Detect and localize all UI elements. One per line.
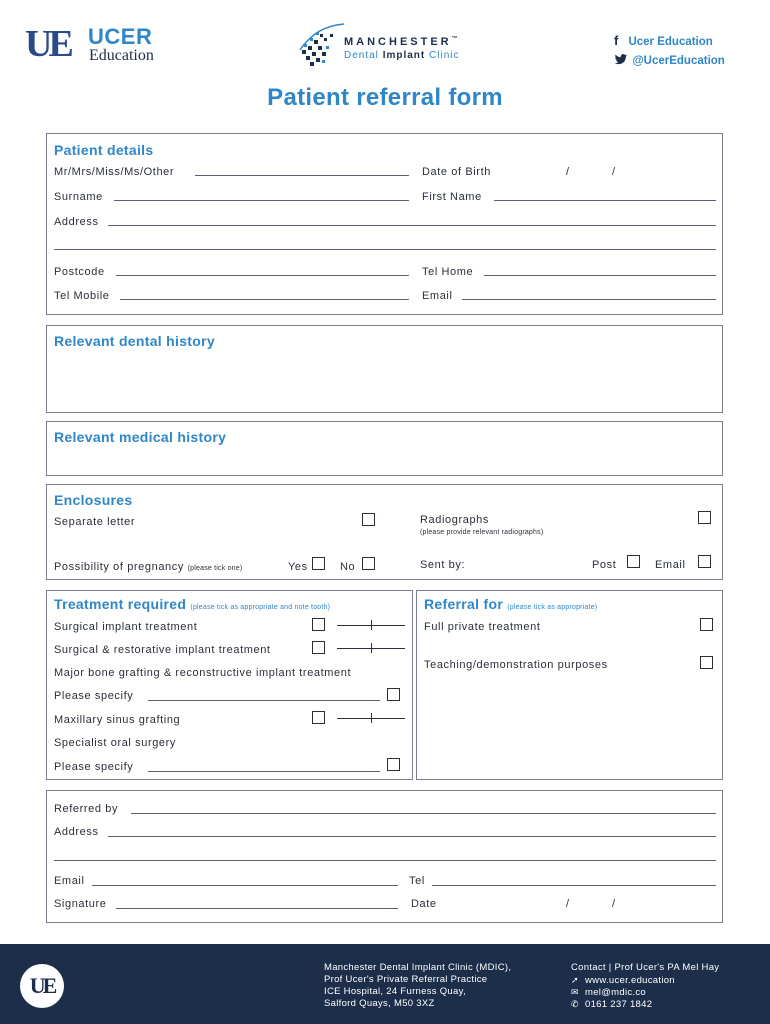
- footer-contact-heading: Contact | Prof Ucer's PA Mel Hay: [571, 962, 720, 973]
- pregnancy-no-label: No: [340, 561, 356, 573]
- ucer-logo: [25, 24, 175, 68]
- phone-icon: ✆: [571, 999, 579, 1009]
- footer-logo: [20, 964, 64, 1008]
- facebook-handle: Ucer Education: [628, 36, 713, 48]
- twitter-link[interactable]: [614, 51, 725, 69]
- footer-address-line: ICE Hospital, 24 Furness Quay,: [324, 986, 466, 997]
- bone-grafting-specify-field[interactable]: [148, 700, 380, 701]
- postcode-field[interactable]: [116, 275, 409, 276]
- dental-history-heading: Relevant dental history: [54, 333, 215, 349]
- footer-address-line: Manchester Dental Implant Clinic (MDIC),: [324, 962, 512, 973]
- sent-by-label: Sent by:: [420, 559, 466, 571]
- mdic-logo-implant: Implant: [382, 50, 426, 61]
- surgical-restorative-checkbox[interactable]: [312, 641, 325, 654]
- tooth-divider: [371, 620, 372, 630]
- full-private-checkbox[interactable]: [700, 618, 713, 631]
- mdic-logo-dental: Dental: [344, 50, 379, 61]
- referral-date-label: Date: [411, 898, 437, 910]
- referral-for-section: [416, 590, 723, 780]
- ucer-logo-sub: Education: [89, 47, 154, 64]
- referral-date-separator: /: [566, 898, 570, 910]
- referral-for-heading-text: Referral for: [424, 596, 504, 612]
- treatment-item-surgical-restorative: Surgical & restorative implant treatment: [54, 644, 271, 656]
- title-field[interactable]: [195, 175, 409, 176]
- footer-address-line: Prof Ucer's Private Referral Practice: [324, 974, 488, 985]
- firstname-field[interactable]: [494, 200, 716, 201]
- separate-letter-checkbox[interactable]: [362, 513, 375, 526]
- ucer-logo-word: UCER: [88, 24, 153, 49]
- tel-mobile-label: Tel Mobile: [54, 290, 110, 302]
- social-links: [614, 32, 754, 68]
- title-label: Mr/Mrs/Miss/Ms/Other: [54, 166, 175, 178]
- firstname-label: First Name: [422, 191, 482, 203]
- facebook-link[interactable]: [614, 32, 713, 50]
- pregnancy-no-checkbox[interactable]: [362, 557, 375, 570]
- surgical-implant-checkbox[interactable]: [312, 618, 325, 631]
- surname-field[interactable]: [114, 200, 409, 201]
- oral-surgery-checkbox[interactable]: [387, 758, 400, 771]
- sent-by-email-checkbox[interactable]: [698, 555, 711, 568]
- footer-logo-mark: UE: [29, 973, 55, 998]
- sinus-grafting-checkbox[interactable]: [312, 711, 325, 724]
- cursor-icon: ➚: [571, 975, 579, 985]
- sent-by-email-label: Email: [655, 559, 686, 571]
- referrer-email-field[interactable]: [92, 885, 398, 886]
- treatment-item-please-specify: Please specify: [54, 690, 134, 702]
- teaching-checkbox[interactable]: [700, 656, 713, 669]
- referrer-address-label: Address: [54, 826, 99, 838]
- treatment-item-bone-grafting: Major bone grafting & reconstructive implant treatment: [54, 667, 352, 679]
- referral-for-heading: [424, 596, 597, 612]
- sent-by-post-checkbox[interactable]: [627, 555, 640, 568]
- tooth-divider: [371, 643, 372, 653]
- oral-surgery-specify-field[interactable]: [148, 771, 380, 772]
- mdic-logo-tm: ™: [451, 36, 458, 42]
- footer-address-line: Salford Quays, M50 3XZ: [324, 998, 435, 1009]
- pregnancy-yes-label: Yes: [288, 561, 308, 573]
- mdic-logo-mosaic-icon: [296, 20, 346, 68]
- pregnancy-label-text: Possibility of pregnancy: [54, 561, 184, 573]
- radiographs-note: (please provide relevant radiographs): [420, 529, 544, 536]
- patient-details-heading: Patient details: [54, 142, 154, 158]
- referral-date-field[interactable]: [500, 894, 650, 910]
- medical-history-heading: Relevant medical history: [54, 429, 227, 445]
- mdic-logo-name: MANCHESTER: [344, 36, 452, 48]
- treatment-item-oral-surgery: Specialist oral surgery: [54, 737, 177, 749]
- email-field[interactable]: [462, 299, 716, 300]
- email-label: Email: [422, 290, 453, 302]
- patient-details-section: [46, 133, 723, 315]
- tel-home-field[interactable]: [484, 275, 716, 276]
- address-field[interactable]: [108, 225, 716, 226]
- dob-label: Date of Birth: [422, 166, 491, 178]
- referrer-tel-field[interactable]: [432, 885, 716, 886]
- referral-for-item-teaching: Teaching/demonstration purposes: [424, 659, 608, 671]
- postcode-label: Postcode: [54, 266, 105, 278]
- referrer-tel-label: Tel: [409, 875, 425, 887]
- referred-by-field[interactable]: [131, 813, 716, 814]
- dob-separator: /: [612, 166, 616, 178]
- referrer-email-label: Email: [54, 875, 85, 887]
- referred-by-label: Referred by: [54, 803, 119, 815]
- bone-grafting-checkbox[interactable]: [387, 688, 400, 701]
- mdic-logo-clinic: Clinic: [429, 50, 460, 61]
- radiographs-checkbox[interactable]: [698, 511, 711, 524]
- pregnancy-note: (please tick one): [187, 565, 243, 572]
- referral-for-item-full-private: Full private treatment: [424, 621, 541, 633]
- dob-separator: /: [566, 166, 570, 178]
- referral-date-separator: /: [612, 898, 616, 910]
- surname-label: Surname: [54, 191, 103, 203]
- footer-phone: 0161 237 1842: [585, 999, 653, 1010]
- page-title: Patient referral form: [267, 84, 503, 111]
- sent-by-post-label: Post: [592, 559, 617, 571]
- address-field-line-2[interactable]: [54, 249, 716, 250]
- twitter-handle: @UcerEducation: [632, 55, 725, 67]
- pregnancy-yes-checkbox[interactable]: [312, 557, 325, 570]
- treatment-heading: [54, 596, 330, 612]
- footer-email: mel@mdic.co: [585, 987, 646, 998]
- tooth-divider: [371, 713, 372, 723]
- referrer-address-field-line-2[interactable]: [54, 860, 716, 861]
- referral-for-note: (please tick as appropriate): [507, 604, 598, 611]
- pregnancy-label: [54, 561, 242, 573]
- separate-letter-label: Separate letter: [54, 516, 136, 528]
- treatment-note: (please tick as appropriate and note tooth): [190, 604, 331, 611]
- ucer-logo-mark: UE: [25, 23, 70, 65]
- mdic-logo: [296, 20, 476, 68]
- footer: [0, 944, 770, 1024]
- dob-field[interactable]: [508, 162, 648, 178]
- radiographs-label: Radiographs: [420, 514, 489, 526]
- tel-mobile-field[interactable]: [120, 299, 409, 300]
- footer-phone-link[interactable]: [571, 998, 652, 1011]
- enclosures-heading: Enclosures: [54, 492, 133, 508]
- treatment-heading-text: Treatment required: [54, 596, 187, 612]
- treatment-item-sinus-grafting: Maxillary sinus grafting: [54, 714, 181, 726]
- signature-field[interactable]: [116, 908, 398, 909]
- treatment-item-surgical-implant: Surgical implant treatment: [54, 621, 198, 633]
- footer-website: www.ucer.education: [585, 975, 675, 986]
- twitter-icon: [614, 54, 628, 65]
- signature-label: Signature: [54, 898, 107, 910]
- referrer-address-field[interactable]: [108, 836, 716, 837]
- facebook-icon: f: [614, 33, 619, 48]
- envelope-icon: ✉: [571, 987, 579, 997]
- treatment-item-please-specify: Please specify: [54, 761, 134, 773]
- treatment-section: [46, 590, 413, 780]
- address-label: Address: [54, 216, 99, 228]
- tel-home-label: Tel Home: [422, 266, 474, 278]
